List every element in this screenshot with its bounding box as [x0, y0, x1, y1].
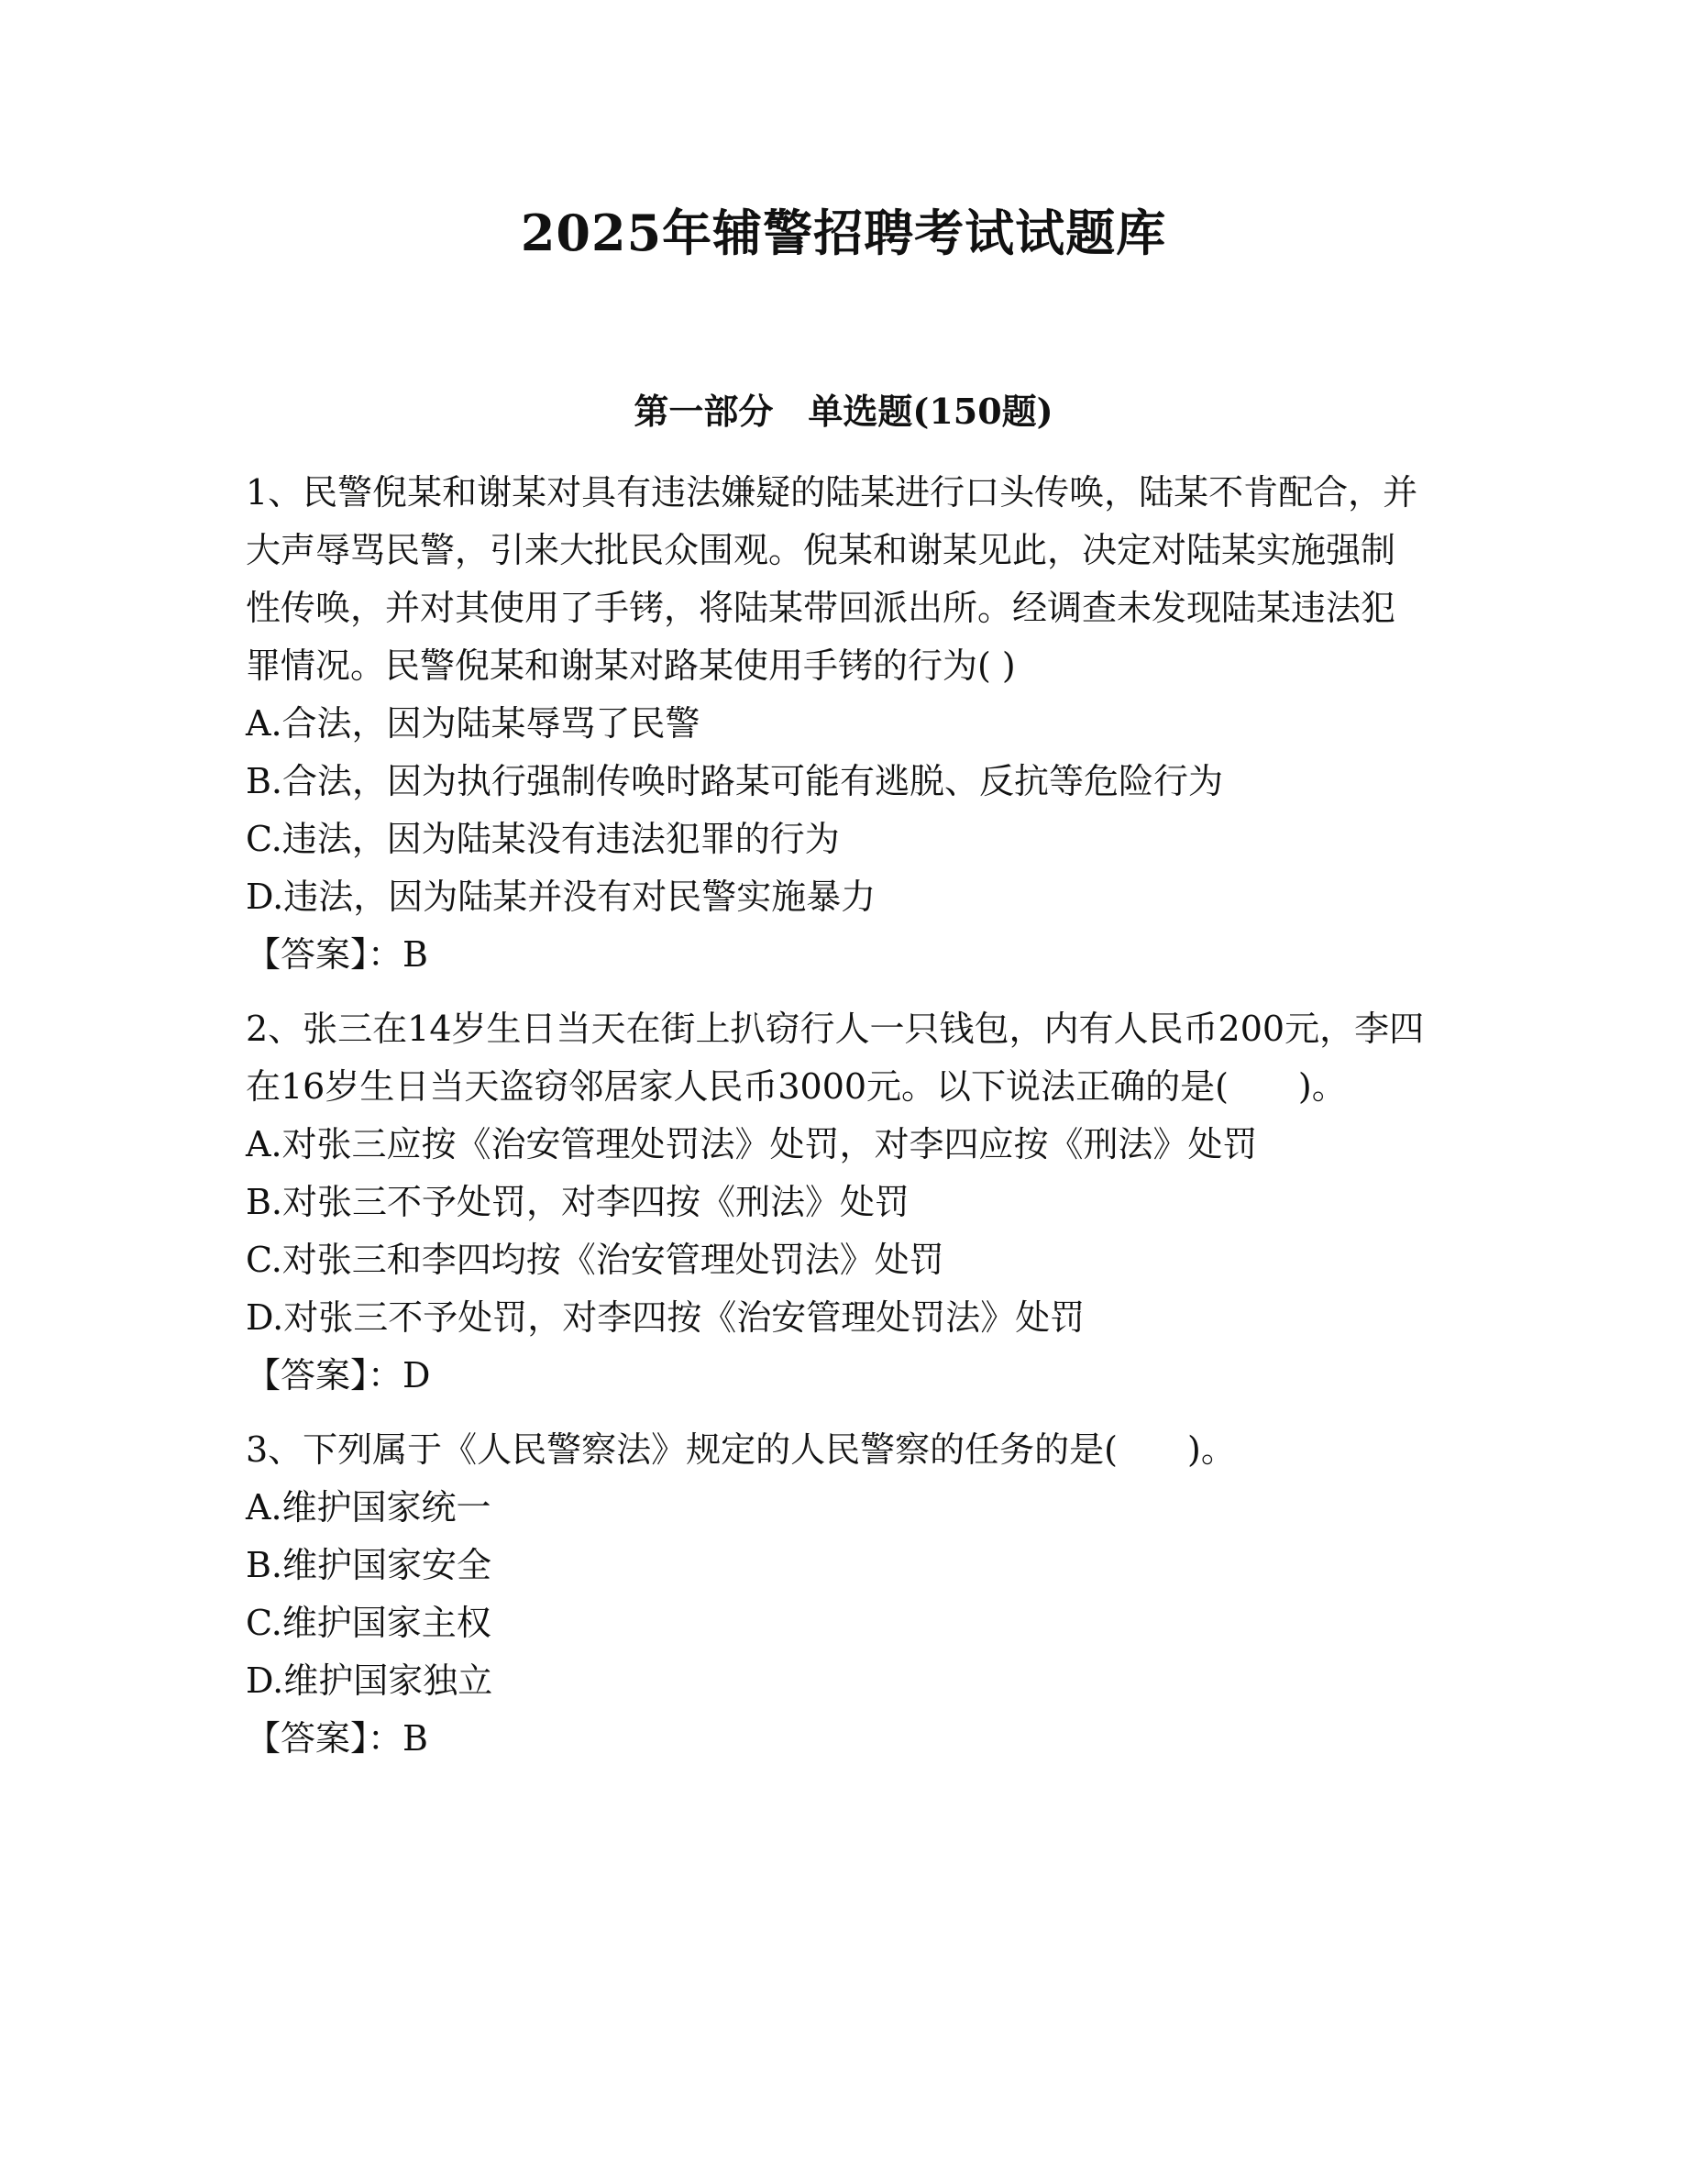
option-b: B.对张三不予处罚，对李四按《刑法》处罚 [246, 1182, 910, 1222]
question-2 [246, 1000, 1428, 1405]
answer-line: 【答案】：B [246, 934, 428, 975]
question-stem: 2、张三在14岁生日当天在街上扒窃行人一只钱包，内有人民币200元，李四在16岁生日当天盗窃邻居家人民币3000元。以下说法正确的是( )。 [246, 1009, 1425, 1107]
question-3 [246, 1421, 1428, 1768]
section-title: 第一部分 单选题(150题) [634, 391, 1053, 432]
option-c: C.违法，因为陆某没有违法犯罪的行为 [246, 819, 840, 859]
answer-line: 【答案】：D [246, 1355, 431, 1395]
option-b: B.维护国家安全 [246, 1545, 492, 1585]
question-list [246, 464, 1428, 1784]
option-a: A.合法，因为陆某辱骂了民警 [246, 703, 700, 744]
option-d: D.维护国家独立 [246, 1660, 493, 1701]
option-a: A.对张三应按《治安管理处罚法》处罚，对李四应按《刑法》处罚 [246, 1124, 1258, 1164]
question-1 [246, 464, 1428, 984]
option-c: C.维护国家主权 [246, 1603, 491, 1643]
document-title: 2025年辅警招聘考试试题库 [520, 204, 1167, 262]
option-d: D.对张三不予处罚，对李四按《治安管理处罚法》处罚 [246, 1297, 1086, 1338]
option-d: D.违法，因为陆某并没有对民警实施暴力 [246, 877, 877, 917]
question-stem: 3、下列属于《人民警察法》规定的人民警察的任务的是( )。 [246, 1429, 1236, 1470]
question-stem: 1、民警倪某和谢某对具有违法嫌疑的陆某进行口头传唤，陆某不肯配合，并大声辱骂民警，引来大批民众围观。倪某和谢某见此，决定对陆某实施强制性传唤，并对其使用了手铐，将陆某带回派出所。经调查未发现陆某违法犯罪情况。民警倪某和谢某对路某使用手铐的行为( ) [246, 472, 1418, 686]
option-a: A.维护国家统一 [246, 1487, 491, 1528]
option-c: C.对张三和李四均按《治安管理处罚法》处罚 [246, 1240, 944, 1280]
option-b: B.合法，因为执行强制传唤时路某可能有逃脱、反抗等危险行为 [246, 761, 1224, 801]
answer-line: 【答案】：B [246, 1718, 428, 1759]
